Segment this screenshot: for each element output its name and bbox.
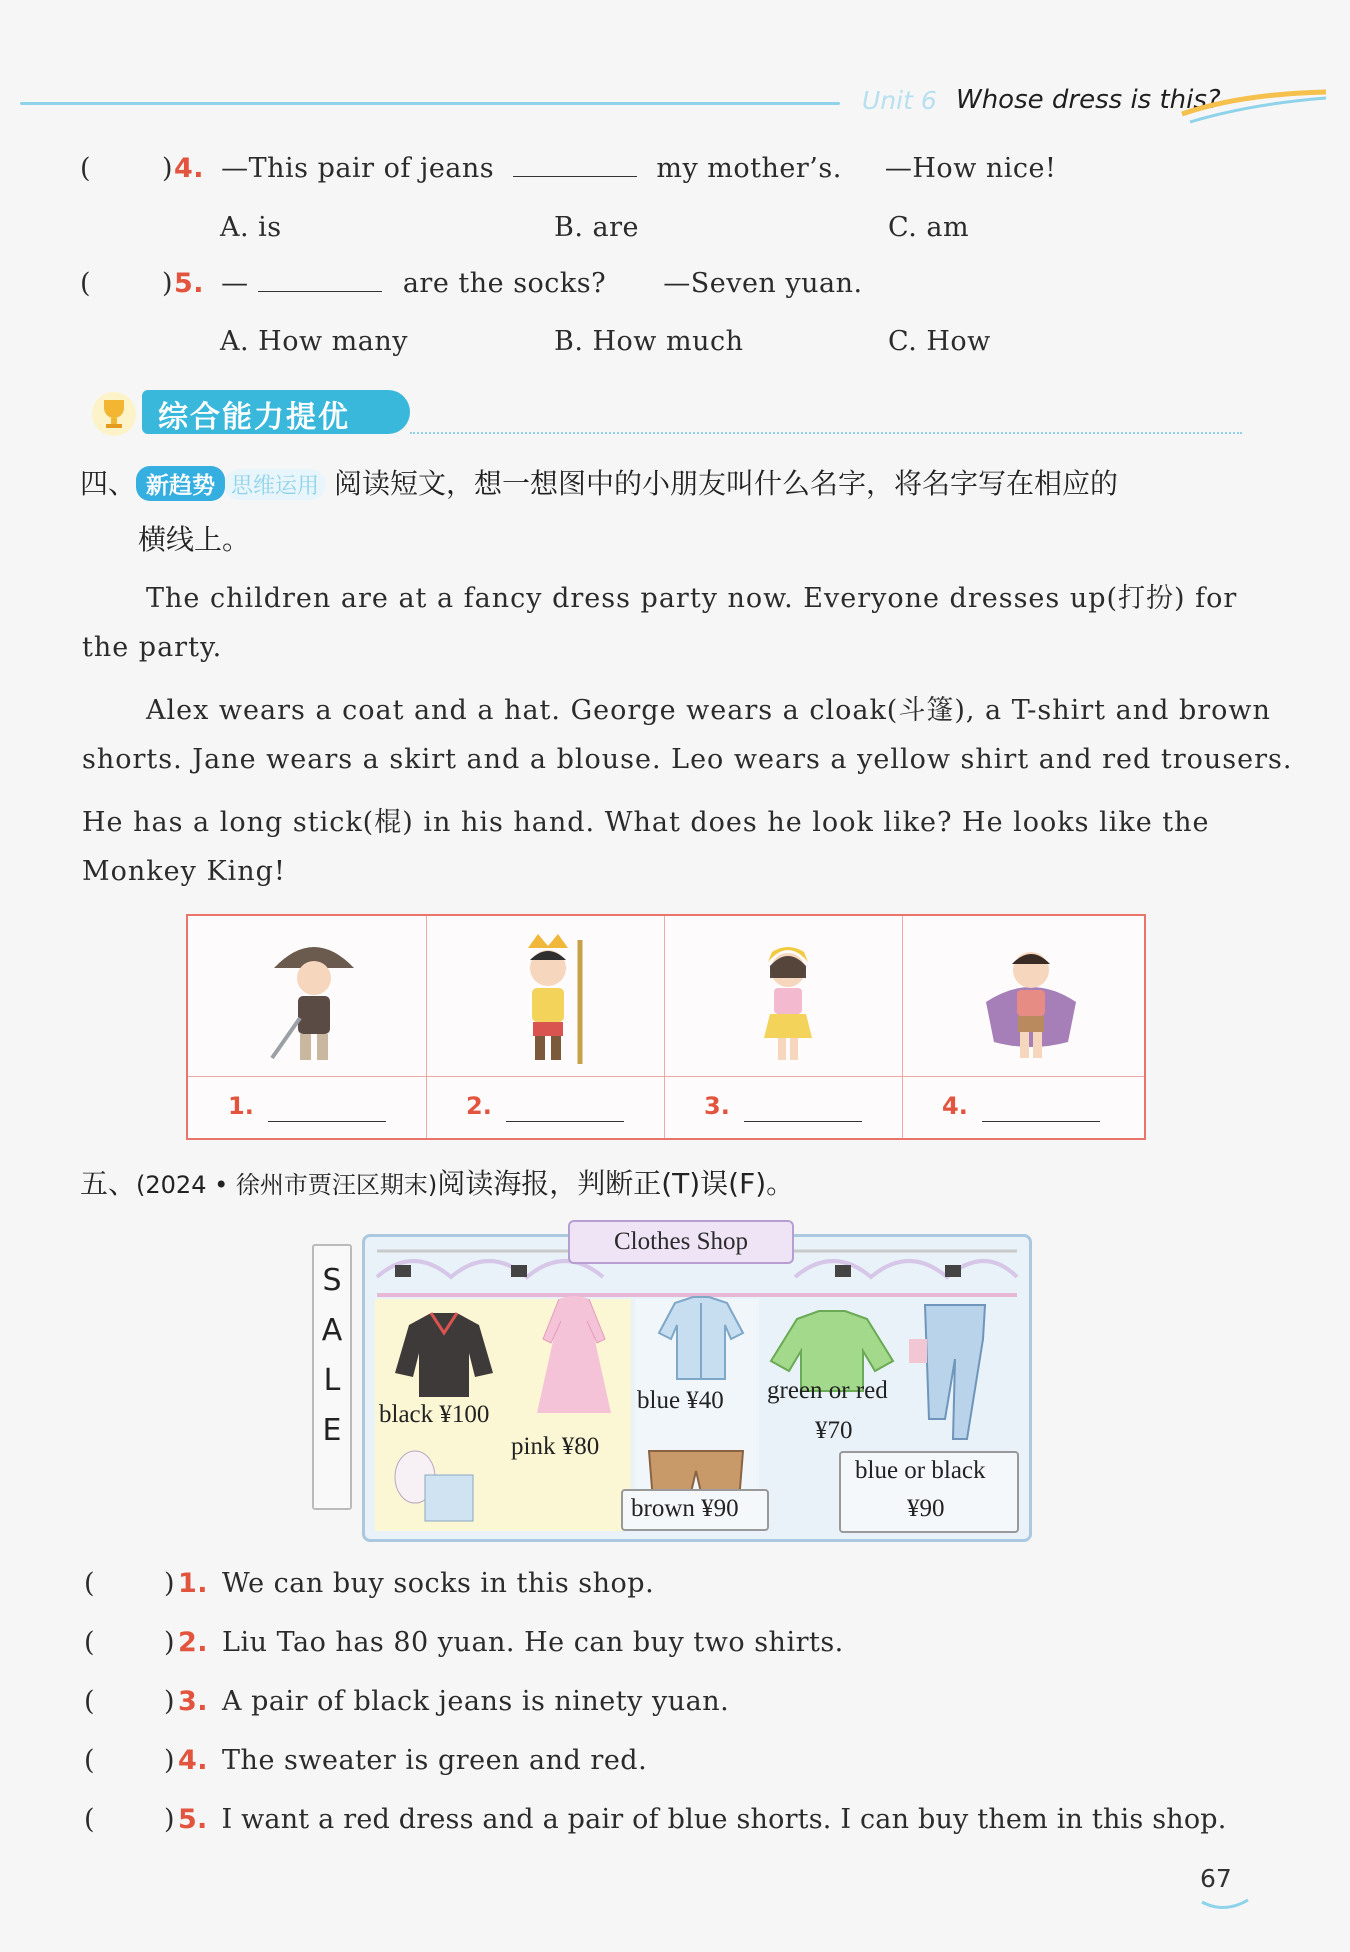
answer-paren[interactable]: ( [84, 1745, 95, 1776]
black-jacket-price: black ¥100 [379, 1401, 490, 1428]
answer-blank[interactable] [513, 154, 637, 177]
option-c: C. am [888, 212, 970, 243]
sale-letter: E [322, 1413, 342, 1448]
new-trend-tag: 新趋势 [136, 466, 225, 501]
boy-cloak-illustration [976, 932, 1086, 1068]
character-cell [664, 916, 903, 1138]
blue-shirt-illustration [655, 1293, 747, 1383]
answer-paren[interactable]: ( [80, 268, 91, 299]
answer-paren-close: ) [164, 1804, 175, 1835]
passage-line: He has a long stick(棍) in his hand. What does he look like? He looks like the [82, 807, 1210, 838]
part5-source: (2024 • 徐州市贾汪区期末) [136, 1171, 438, 1199]
answer-paren-close: ) [164, 1627, 175, 1658]
blank-number: 2. [466, 1092, 492, 1120]
character-cell [188, 916, 427, 1138]
character-cell [426, 916, 665, 1138]
statement-number: 1. [178, 1568, 209, 1599]
passage-line: Alex wears a coat and a hat. George wears a cloak(斗篷), a T-shirt and brown [146, 695, 1271, 726]
jeans-price-box [839, 1451, 1019, 1533]
clothes-shop-poster [362, 1234, 1032, 1542]
sweater-color: green or red [767, 1377, 888, 1404]
sweater-price: ¥70 [815, 1417, 853, 1444]
rabbit-box-illustration [385, 1437, 485, 1527]
shorts-price-box [621, 1489, 769, 1531]
part5-label: 五、 [80, 1167, 137, 1200]
name-answer-line[interactable] [268, 1121, 386, 1122]
blank-number: 4. [942, 1092, 968, 1120]
jeans-price: ¥90 [907, 1495, 945, 1522]
name-answer-line[interactable] [506, 1121, 624, 1122]
page-swoosh-icon [1200, 1898, 1250, 1914]
option-a: A. How many [220, 326, 409, 357]
name-answer-line[interactable] [982, 1121, 1100, 1122]
statement-text: Liu Tao has 80 yuan. He can buy two shirts. [222, 1627, 844, 1658]
answer-paren-close: ) [162, 153, 173, 184]
question-number: 5. [174, 268, 205, 299]
section-divider [410, 432, 1242, 434]
pink-dress-illustration [529, 1293, 619, 1423]
character-cell [902, 916, 1140, 1138]
statement-text: The sweater is green and red. [222, 1745, 648, 1776]
monkey-king-boy-illustration [500, 932, 596, 1068]
passage-line: Monkey King! [82, 856, 286, 887]
statement-text: A pair of black jeans is ninety yuan. [222, 1686, 730, 1717]
blue-jeans-illustration [905, 1299, 1005, 1447]
answer-paren-close: ) [164, 1745, 175, 1776]
part4-label: 四、 [80, 467, 137, 500]
part4-instruction-text: 阅读短文，想一想图中的小朋友叫什么名字，将名字写在相应的 [333, 467, 1118, 500]
grid-divider [188, 1076, 1144, 1077]
question-stem: are the socks? [402, 268, 607, 299]
answer-paren[interactable]: ( [84, 1627, 95, 1658]
option-a: A. is [220, 212, 282, 243]
answer-paren-close: ) [164, 1568, 175, 1599]
option-c: C. How [888, 326, 991, 357]
blue-shirt-price: blue ¥40 [637, 1387, 724, 1414]
passage-line: the party. [82, 632, 223, 663]
answer-paren[interactable]: ( [84, 1686, 95, 1717]
header-swoosh-icon [1180, 84, 1330, 126]
question-stem: —This pair of jeans [221, 153, 495, 184]
statement-text: I want a red dress and a pair of blue shorts. I can buy them in this shop. [221, 1804, 1227, 1835]
pink-dress-price: pink ¥80 [511, 1433, 600, 1460]
jeans-color: blue or black [855, 1457, 986, 1484]
option-b: B. How much [554, 326, 744, 357]
trophy-icon [88, 386, 140, 438]
statement-number: 5. [178, 1804, 208, 1835]
option-b: B. are [554, 212, 639, 243]
answer-blank[interactable] [258, 269, 382, 292]
part4-instruction-cont: 横线上。 [138, 523, 251, 556]
question-reply: —Seven yuan. [663, 268, 863, 299]
question-stem: my mother’s. [656, 153, 842, 184]
page-number: 67 [1200, 1864, 1232, 1893]
brown-shorts-price: brown ¥90 [631, 1495, 739, 1522]
unit-label: Unit 6 [862, 86, 937, 115]
character-grid [186, 914, 1146, 1140]
thinking-tag: 思维运用 [225, 469, 325, 500]
sale-letter: L [323, 1363, 341, 1398]
question-number: 4. [174, 153, 205, 184]
question-stem: — [221, 268, 249, 299]
statement-number: 2. [178, 1627, 209, 1658]
sale-letter: A [321, 1313, 343, 1348]
answer-paren[interactable]: ( [80, 153, 91, 184]
header-rule [20, 102, 840, 105]
section-banner-title: 综合能力提优 [158, 400, 350, 435]
question-reply: —How nice! [884, 153, 1057, 184]
passage-line: shorts. Jane wears a skirt and a blouse. Leo wears a yellow shirt and red trousers. [82, 744, 1293, 775]
answer-paren[interactable]: ( [84, 1804, 95, 1835]
part4-instruction [80, 462, 1118, 502]
girl-skirt-illustration [740, 932, 836, 1068]
black-jacket-illustration [389, 1303, 499, 1403]
part5-instruction-text: 阅读海报，判断正(T)误(F)。 [437, 1167, 795, 1200]
statement-number: 4. [178, 1745, 209, 1776]
sale-letter: S [322, 1263, 342, 1298]
answer-paren-close: ) [164, 1686, 175, 1717]
answer-paren-close: ) [162, 268, 173, 299]
blank-number: 1. [228, 1092, 254, 1120]
name-answer-line[interactable] [744, 1121, 862, 1122]
sale-sign [312, 1244, 352, 1510]
unit-title: Whose dress is this? [956, 85, 1221, 115]
answer-paren[interactable]: ( [84, 1568, 95, 1599]
statement-text: We can buy socks in this shop. [222, 1568, 655, 1599]
part5-instruction [80, 1162, 794, 1202]
shop-name-sign: Clothes Shop [568, 1220, 794, 1264]
passage-line: The children are at a fancy dress party now. Everyone dresses up(打扮) for [146, 583, 1238, 614]
blank-number: 3. [704, 1092, 730, 1120]
pirate-boy-illustration [266, 932, 362, 1068]
statement-number: 3. [178, 1686, 209, 1717]
